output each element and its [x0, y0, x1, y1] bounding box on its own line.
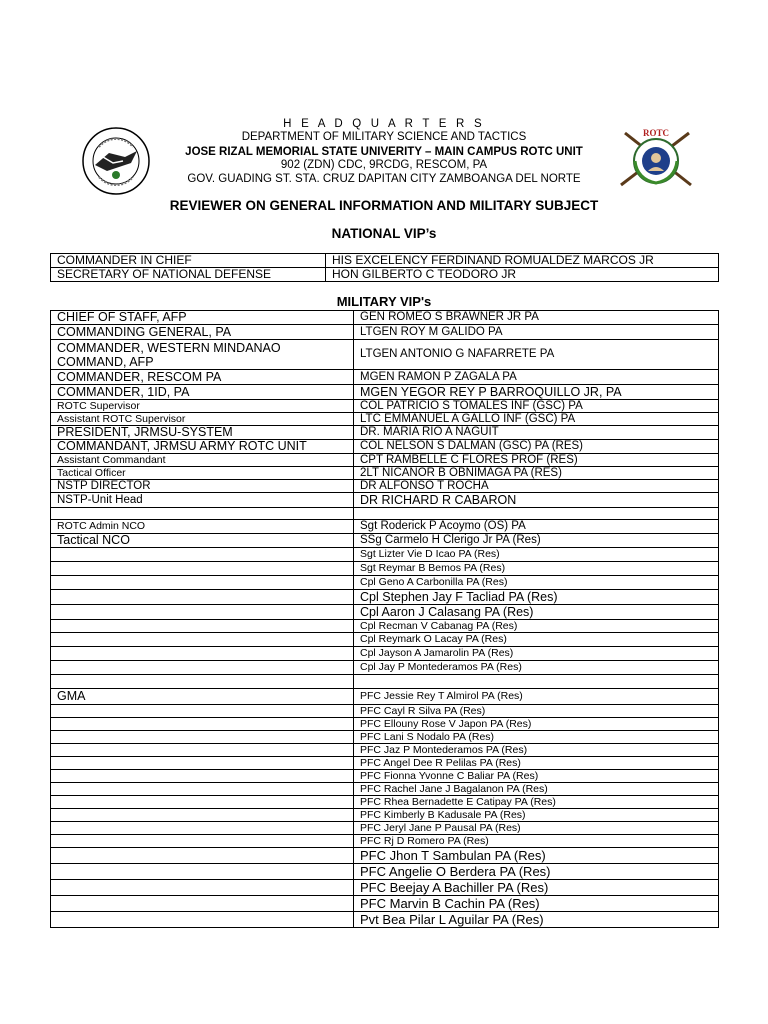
- table-row: [51, 705, 719, 718]
- name-cell: LTC EMMANUEL A GALLO INF (GSC) PA: [354, 413, 719, 426]
- table-row: [51, 620, 719, 633]
- position-cell: [51, 809, 354, 822]
- table-row: [51, 340, 719, 370]
- position-cell: ROTC Admin NCO: [51, 520, 354, 534]
- position-cell: [51, 718, 354, 731]
- table-row: [51, 400, 719, 413]
- headquarters-heading: H E A D Q U A R T E R S: [283, 118, 485, 130]
- table-row: [51, 757, 719, 770]
- position-cell: SECRETARY OF NATIONAL DEFENSE: [51, 268, 326, 282]
- name-cell: PFC Kimberly B Kadusale PA (Res): [354, 809, 719, 822]
- position-cell: Tactical Officer: [51, 467, 354, 480]
- name-cell: [354, 508, 719, 520]
- position-cell: [51, 562, 354, 576]
- address-line-2: GOV. GUADING ST. STA. CRUZ DAPITAN CITY ZAMBOANGA DEL NORTE: [187, 173, 581, 185]
- position-cell: [51, 835, 354, 848]
- position-cell: Assistant Commandant: [51, 454, 354, 467]
- position-cell: [51, 864, 354, 880]
- name-cell: PFC Rhea Bernadette E Catipay PA (Res): [354, 796, 719, 809]
- address-line-1: 902 (ZDN) CDC, 9RCDG, RESCOM, PA: [280, 159, 488, 171]
- table-row: [51, 493, 719, 508]
- table-row: [51, 440, 719, 454]
- position-cell: COMMANDING GENERAL, PA: [51, 325, 354, 340]
- position-cell: COMMANDANT, JRMSU ARMY ROTC UNIT: [51, 440, 354, 454]
- name-cell: Cpl Jayson A Jamarolin PA (Res): [354, 647, 719, 661]
- name-cell: 2LT NICANOR B OBNIMAGA PA (RES): [354, 467, 719, 480]
- position-cell: COMMANDER, WESTERN MINDANAO COMMAND, AFP: [51, 340, 354, 370]
- name-cell: Pvt Bea Pilar L Aguilar PA (Res): [354, 912, 719, 928]
- name-cell: Cpl Aaron J Calasang PA (Res): [354, 605, 719, 620]
- table-row: [51, 770, 719, 783]
- name-cell: PFC Lani S Nodalo PA (Res): [354, 731, 719, 744]
- position-cell: COMMANDER, 1ID, PA: [51, 385, 354, 400]
- name-cell: PFC Angel Dee R Pelilas PA (Res): [354, 757, 719, 770]
- name-cell: DR RICHARD R CABARON: [354, 493, 719, 508]
- position-cell: [51, 757, 354, 770]
- table-row: [51, 325, 719, 340]
- table-row: [51, 783, 719, 796]
- name-cell: [354, 675, 719, 689]
- position-cell: CHIEF OF STAFF, AFP: [51, 311, 354, 325]
- position-cell: [51, 548, 354, 562]
- name-cell: CPT RAMBELLE C FLORES PROF (RES): [354, 454, 719, 467]
- name-cell: MGEN YEGOR REY P BARROQUILLO JR, PA: [354, 385, 719, 400]
- table-row: [51, 534, 719, 548]
- table-row: [51, 467, 719, 480]
- position-cell: [51, 675, 354, 689]
- name-cell: HON GILBERTO C TEODORO JR: [326, 268, 719, 282]
- position-cell: [51, 744, 354, 757]
- national-vips-heading: NATIONAL VIP’s: [331, 226, 437, 241]
- name-cell: COL NELSON S DALMAN (GSC) PA (RES): [354, 440, 719, 454]
- name-cell: COL PATRICIO S TOMALES INF (GSC) PA: [354, 400, 719, 413]
- position-cell: ROTC Supervisor: [51, 400, 354, 413]
- name-cell: SSg Carmelo H Clerigo Jr PA (Res): [354, 534, 719, 548]
- name-cell: Cpl Geno A Carbonilla PA (Res): [354, 576, 719, 590]
- table-row: [51, 689, 719, 705]
- name-cell: MGEN RAMON P ZAGALA PA: [354, 370, 719, 385]
- position-cell: [51, 783, 354, 796]
- table-row: [51, 864, 719, 880]
- name-cell: PFC Fionna Yvonne C Baliar PA (Res): [354, 770, 719, 783]
- position-cell: [51, 661, 354, 675]
- table-row: [51, 896, 719, 912]
- table-row: [51, 576, 719, 590]
- position-cell: COMMANDER, RESCOM PA: [51, 370, 354, 385]
- position-cell: NSTP-Unit Head: [51, 493, 354, 508]
- name-cell: Cpl Stephen Jay F Tacliad PA (Res): [354, 590, 719, 605]
- table-row: [51, 254, 719, 268]
- table-row: [51, 661, 719, 675]
- name-cell: PFC Rachel Jane J Bagalanon PA (Res): [354, 783, 719, 796]
- table-row: [51, 647, 719, 661]
- rotc-logo-text: ROTC: [642, 128, 670, 138]
- position-cell: [51, 880, 354, 896]
- name-cell: Cpl Jay P Montederamos PA (Res): [354, 661, 719, 675]
- position-cell: [51, 590, 354, 605]
- table-row: [51, 508, 719, 520]
- name-cell: LTGEN ANTONIO G NAFARRETE PA: [354, 340, 719, 370]
- position-cell: Tactical NCO: [51, 534, 354, 548]
- military-vips-table: [50, 310, 719, 928]
- military-vips-heading: MILITARY VIP's: [336, 294, 432, 309]
- position-cell: [51, 508, 354, 520]
- name-cell: GEN ROMEO S BRAWNER JR PA: [354, 311, 719, 325]
- table-row: [51, 385, 719, 400]
- name-cell: PFC Jhon T Sambulan PA (Res): [354, 848, 719, 864]
- table-row: [51, 454, 719, 467]
- name-cell: LTGEN ROY M GALIDO PA: [354, 325, 719, 340]
- position-cell: NSTP DIRECTOR: [51, 480, 354, 493]
- position-cell: [51, 605, 354, 620]
- position-cell: COMMANDER IN CHIEF: [51, 254, 326, 268]
- position-cell: [51, 731, 354, 744]
- position-cell: [51, 633, 354, 647]
- name-cell: PFC Jessie Rey T Almirol PA (Res): [354, 689, 719, 705]
- document-title: REVIEWER ON GENERAL INFORMATION AND MILITARY SUBJECT: [169, 198, 599, 213]
- name-cell: PFC Rj D Romero PA (Res): [354, 835, 719, 848]
- table-row: [51, 675, 719, 689]
- name-cell: DR. MARIA RIO A NAGUIT: [354, 426, 719, 440]
- table-row: [51, 633, 719, 647]
- name-cell: HIS EXCELENCY FERDINAND ROMUALDEZ MARCOS JR: [326, 254, 719, 268]
- table-row: [51, 311, 719, 325]
- name-cell: Sgt Reymar B Bemos PA (Res): [354, 562, 719, 576]
- table-row: [51, 480, 719, 493]
- name-cell: PFC Jeryl Jane P Pausal PA (Res): [354, 822, 719, 835]
- table-row: [51, 809, 719, 822]
- name-cell: PFC Angelie O Berdera PA (Res): [354, 864, 719, 880]
- position-cell: [51, 705, 354, 718]
- department-line: DEPARTMENT OF MILITARY SCIENCE AND TACTICS: [241, 131, 527, 143]
- position-cell: [51, 576, 354, 590]
- name-cell: Cpl Reymark O Lacay PA (Res): [354, 633, 719, 647]
- position-cell: [51, 848, 354, 864]
- national-vips-table: [50, 253, 719, 282]
- table-row: [51, 268, 719, 282]
- table-row: [51, 590, 719, 605]
- position-cell: [51, 912, 354, 928]
- position-cell: PRESIDENT, JRMSU-SYSTEM: [51, 426, 354, 440]
- position-cell: [51, 770, 354, 783]
- position-cell: Assistant ROTC Supervisor: [51, 413, 354, 426]
- name-cell: PFC Beejay A Bachiller PA (Res): [354, 880, 719, 896]
- table-row: [51, 731, 719, 744]
- position-cell: [51, 620, 354, 633]
- table-row: [51, 822, 719, 835]
- table-row: [51, 562, 719, 576]
- table-row: [51, 426, 719, 440]
- table-row: [51, 835, 719, 848]
- position-cell: [51, 796, 354, 809]
- table-row: [51, 718, 719, 731]
- table-row: [51, 370, 719, 385]
- table-row: [51, 912, 719, 928]
- table-row: [51, 848, 719, 864]
- name-cell: PFC Marvin B Cachin PA (Res): [354, 896, 719, 912]
- table-row: [51, 605, 719, 620]
- name-cell: Sgt Lizter Vie D Icao PA (Res): [354, 548, 719, 562]
- name-cell: PFC Jaz P Montederamos PA (Res): [354, 744, 719, 757]
- table-row: [51, 520, 719, 534]
- university-line: JOSE RIZAL MEMORIAL STATE UNIVERITY – MAIN CAMPUS ROTC UNIT: [185, 146, 583, 158]
- name-cell: PFC Cayl R Silva PA (Res): [354, 705, 719, 718]
- name-cell: Cpl Recman V Cabanag PA (Res): [354, 620, 719, 633]
- name-cell: Sgt Roderick P Acoymo (OS) PA: [354, 520, 719, 534]
- position-cell: [51, 647, 354, 661]
- name-cell: DR ALFONSO T ROCHA: [354, 480, 719, 493]
- table-row: [51, 880, 719, 896]
- table-row: [51, 744, 719, 757]
- position-cell: [51, 896, 354, 912]
- position-cell: GMA: [51, 689, 354, 705]
- name-cell: PFC Ellouny Rose V Japon PA (Res): [354, 718, 719, 731]
- table-row: [51, 796, 719, 809]
- table-row: [51, 548, 719, 562]
- table-row: [51, 413, 719, 426]
- position-cell: [51, 822, 354, 835]
